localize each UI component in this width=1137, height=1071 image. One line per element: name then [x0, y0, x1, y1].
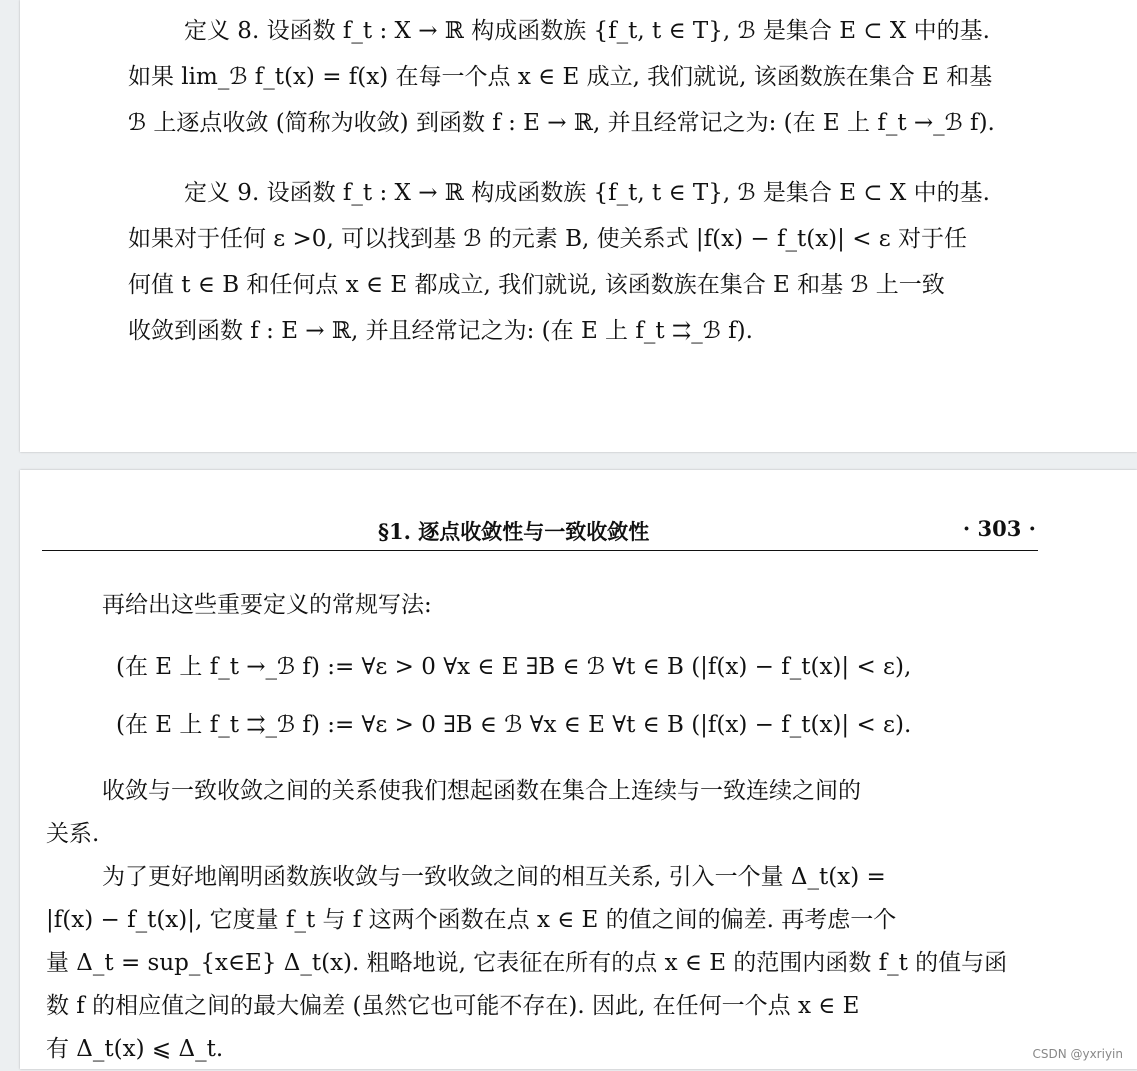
def9-line-4: 收敛到函数 f : E → ℝ, 并且经常记之为: (在 E 上 f_t ⇉_ℬ f).: [128, 318, 753, 344]
formula-pointwise: (在 E 上 f_t →_ℬ f) := ∀ε > 0 ∀x ∈ E ∃B ∈ ℬ ∀t ∈ B (|f(x) − f_t(x)| < ε),: [116, 654, 912, 680]
definition-8: [128, 8, 1118, 146]
intro-text: 再给出这些重要定义的常规写法:: [102, 592, 432, 618]
page-number: · 303 ·: [962, 516, 1036, 541]
def9-line-3: 何值 t ∈ B 和任何点 x ∈ E 都成立, 我们就说, 该函数族在集合 E 和基 ℬ 上一致: [128, 272, 945, 298]
def8-line-1: 定义 8. 设函数 f_t : X → ℝ 构成函数族 {f_t, t ∈ T}, ℬ 是集合 E ⊂ X 中的基.: [184, 18, 990, 44]
watermark: CSDN @yxriyin: [1032, 1047, 1123, 1061]
running-head: [42, 516, 1038, 551]
para2-line-3: 量 Δ_t = sup_{x∈E} Δ_t(x). 粗略地说, 它表征在所有的点 x ∈ E 的范围内函数 f_t 的值与函: [46, 950, 1008, 976]
section-title: §1. 逐点收敛性与一致收敛性: [378, 519, 650, 544]
definition-9: [128, 170, 1118, 354]
para2-line-4: 数 f 的相应值之间的最大偏差 (虽然它也可能不存在). 因此, 在任何一个点 x ∈ E: [46, 993, 860, 1019]
def9-line-2: 如果对于任何 ε >0, 可以找到基 ℬ 的元素 B, 使关系式 |f(x) − f_t(x)| < ε 对于任: [128, 226, 968, 252]
para2-line-5: 有 Δ_t(x) ⩽ Δ_t.: [46, 1036, 224, 1062]
paragraph-deviation: [46, 856, 1040, 1071]
paragraph-relation: [46, 770, 1040, 856]
def9-line-1: 定义 9. 设函数 f_t : X → ℝ 构成函数族 {f_t, t ∈ T}, ℬ 是集合 E ⊂ X 中的基.: [184, 180, 990, 206]
para1-line-1: 收敛与一致收敛之间的关系使我们想起函数在集合上连续与一致连续之间的: [102, 778, 861, 804]
def8-line-3: ℬ 上逐点收敛 (简称为收敛) 到函数 f : E → ℝ, 并且经常记之为: (在 E 上 f_t →_ℬ f).: [128, 110, 995, 136]
para1-line-2: 关系.: [46, 821, 100, 847]
page-303: [20, 470, 1137, 1069]
def8-line-2: 如果 lim_ℬ f_t(x) = f(x) 在每一个点 x ∈ E 成立, 我们就说, 该函数族在集合 E 和基: [128, 64, 993, 90]
para2-line-2: |f(x) − f_t(x)|, 它度量 f_t 与 f 这两个函数在点 x ∈ E 的值之间的偏差. 再考虑一个: [46, 907, 897, 933]
formula-uniform: (在 E 上 f_t ⇉_ℬ f) := ∀ε > 0 ∃B ∈ ℬ ∀x ∈ E ∀t ∈ B (|f(x) − f_t(x)| < ε).: [116, 712, 912, 738]
para2-line-1: 为了更好地阐明函数族收敛与一致收敛之间的相互关系, 引入一个量 Δ_t(x) =: [102, 864, 886, 890]
page-upper: [20, 0, 1137, 452]
